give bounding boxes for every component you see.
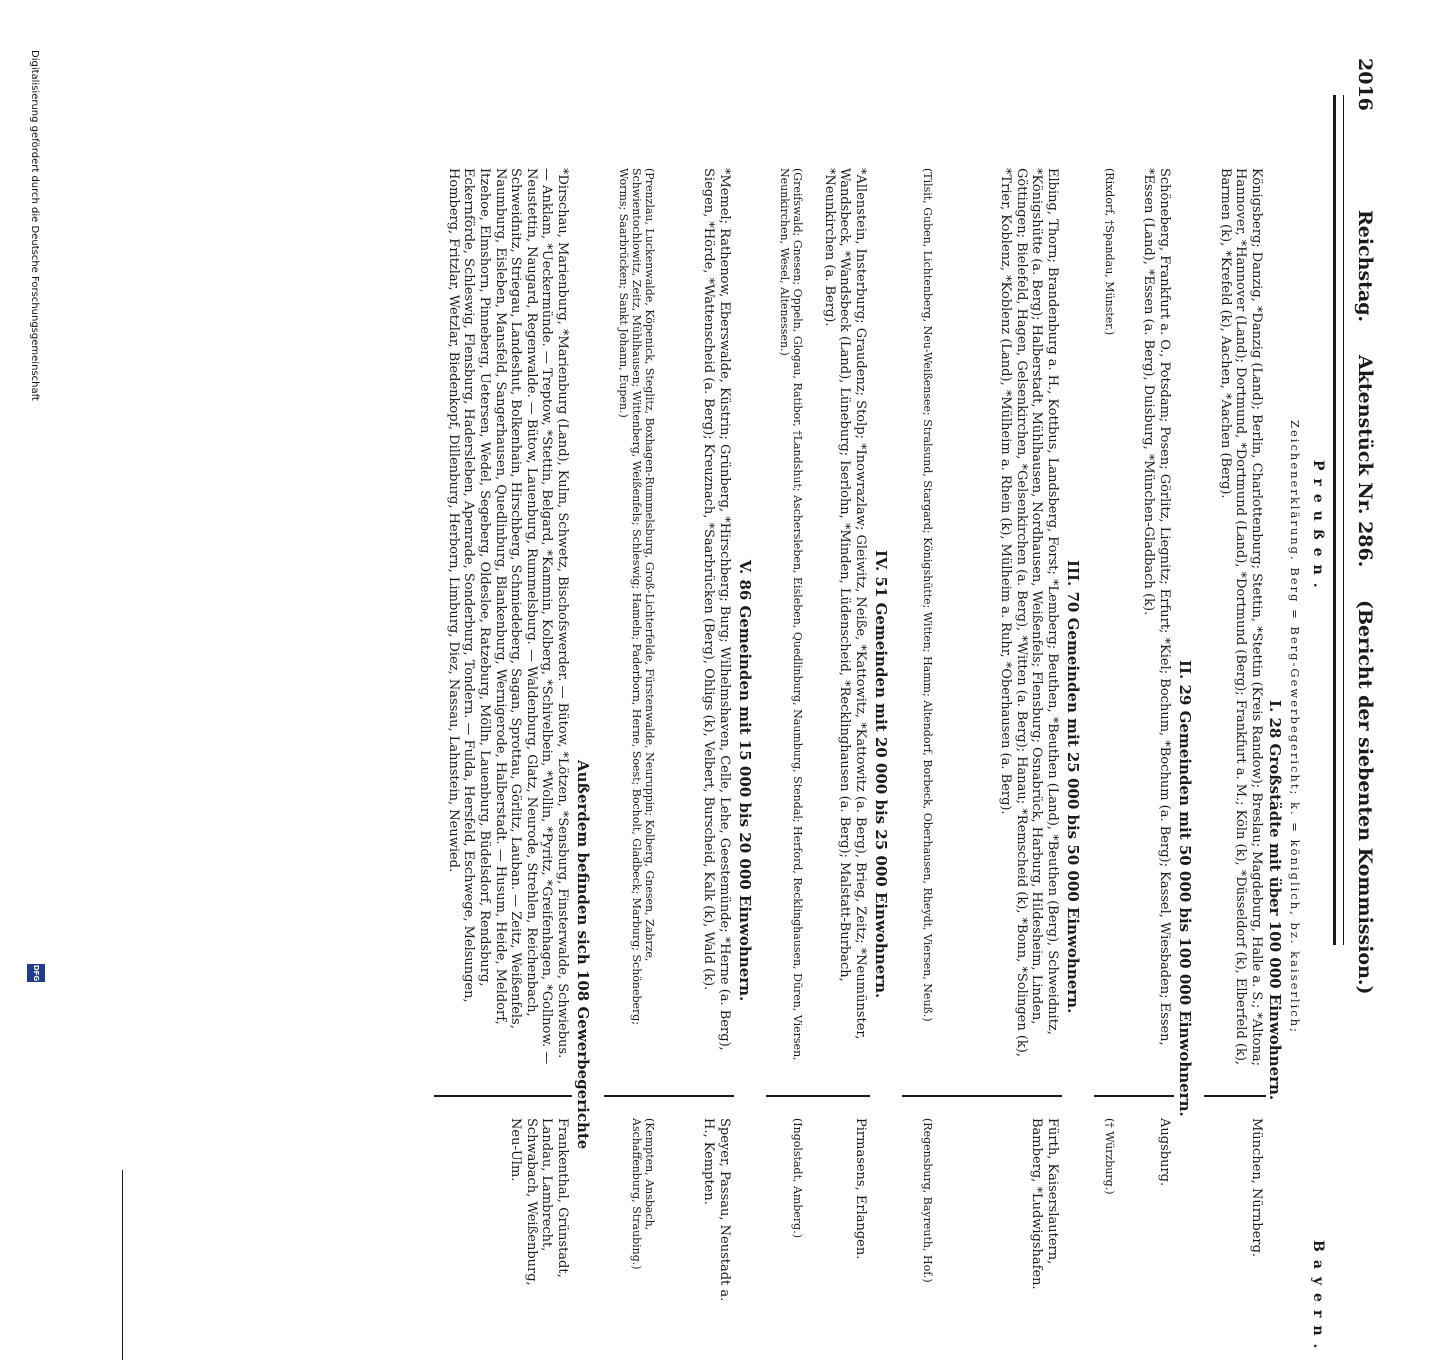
section-prussia-text: *Memel; Rathenow, Eberswalde, Küstrin; Grünberg, *Hirschberg; Burg; Wilhelmshaven, Celle, Lehe, Geestemünde; *Herne (a. Berg), Siegen, *Hörde, *Wattenscheid (a. Berg); Kreuznach, *Saarbrücken (Berg), Ohligs (k), Velbert, Burscheid, Kalk (k), Wald (k). (701, 168, 732, 1051)
section-heading: IV. 51 Gemeinden mit 20 000 bis 25 000 Einwohnern. (872, 550, 890, 999)
section-bavaria-text: Speyer, Passau, Neustadt a. H., Kempten. (701, 1118, 732, 1302)
section-bavaria-note: (Kempten, Ansbach, Aschaffenburg, Straubing.) (630, 1118, 656, 1270)
section-bavaria-note: († Würzburg.) (1103, 1118, 1116, 1195)
section-prussia-text: *Dirschau, Marienburg, *Marienburg (Land), Kulm, Schwetz, Bischofswerder. — Bütow, *Lötzen, *Sensburg, Finsterwalde, Schwiebus. — Anklam, *Ueckermünde. — Treptow, *Stettin, Belgard, *Kammin, Kolberg, *Schivelbein, *Wollin, *Pyritz, *Greifenhagen, *Gollnow. — Neustettin, Naugard, Regenwalde. — Bütow, Lauenburg, Rummelsburg. — Waldenburg, Glatz, Neurode, Strehlen, Reichenbach, Schweidnitz, Striegau, Landeshut, Bolkenhain, Hirschberg, Schmiedeberg, Sagan, Sprottau, Görlitz, Lauban. — Zeitz, Weißenfels, Naumburg, Eisleben, Mansfeld, Sangerhausen, Quedlinburg, Blankenburg, Wernigerode, Halberstadt. — Husum, Heide, Meldorf, Itzehoe, Elmshorn, Pinneberg, Uetersen, Wedel, Segeberg, Oldesloe, Ratzeburg, Mölln, Lauenburg, Büdelsdorf, Rendsburg, Eckernförde, Schleswig, Flensburg, Hadersleben, Apenrade, Sonderburg, Tondern. — Fulda, Hersfeld, Eschwege, Melsungen, Homberg, Fritzlar, Wetzlar, Biedenkopf, Dillenburg, Herborn, Limburg, Diez, Nassau, Lahnstein, Neuwied. (445, 168, 570, 1065)
legend: Zeichenerklärung. Berg = Berg-Gewerbegericht; k. = königlich, bz. kaiserlich; (1288, 420, 1302, 1034)
bavaria-heading: Bayern. (1310, 1240, 1326, 1357)
column-divider (1204, 1095, 1266, 1097)
dfg-logo: DFG (27, 964, 45, 982)
footer-rule (122, 1170, 123, 1360)
section-heading: III. 70 Gemeinden mit 25 000 bis 50 000 Einwohnern. (1064, 560, 1082, 1014)
section-prussia-text: *Allenstein, Insterburg; Graudenz; Stolp; *Inowrazlaw; Gleiwitz, Neiße, *Kattowitz, *Kattowitz (a. Berg), Brieg, Zeitz; *Neumünster, Wandsbeck, *Wandsbeck (Land), Lüneburg; Iserlohn, *Minden, Lüdenscheid, *Recklinghausen (a. Berg); Malstatt-Burbach, *Neunkirchen (a. Berg). (821, 168, 868, 1040)
page-number: 2016 (1354, 58, 1376, 111)
section-prussia-note: (Greifswald; Gnesen; Oppeln, Glogau, Ratibor, †Landshut; Aschersleben, Eisleben, Quedlinburg, Naumburg, Stendal; Herford, Recklinghausen, Düren, Viersen, Neunkirchen, Wesel, Altenessen.) (778, 168, 804, 1061)
header-rule-bottom (1333, 95, 1336, 945)
section-heading: I. 28 Großstädte mit über 100 000 Einwohnern. (1266, 700, 1284, 1101)
section-prussia-text: Elbing, Thorn; Brandenburg a. H., Kottbus, Landsberg, Forst; *Lemberg; Beuthen, *Beuthen (Land), *Beuthen (Berg), Schweidnitz, *Königshütte (a. Berg); Halberstadt, Mühlhausen, Nordhausen, Weißenfels; Flensburg; Osnabrück, Harburg, Hildesheim, Linden, Göttingen; Bielefeld, Hagen, Gelsenkirchen, *Gelsenkirchen (a. Berg), *Witten (a. Berg); Hanau; *Remscheid (k), *Bonn, *Solingen (k), *Trier, Koblenz, *Koblenz (Land), *Mülheim a. Rhein (k), Mülheim a. Ruhr, *Oberhausen (a. Berg). (998, 168, 1060, 1058)
chamber-title: Reichstag. (1354, 210, 1376, 323)
section-heading: II. 29 Gemeinden mit 50 000 bis 100 000 Einwohnern. (1176, 660, 1194, 1117)
column-divider (902, 1095, 1062, 1097)
header-rule-top (1343, 95, 1344, 945)
column-divider (604, 1095, 734, 1097)
column-divider (1094, 1095, 1174, 1097)
section-bavaria-text: Augsburg. (1157, 1118, 1172, 1187)
section-prussia-note: (Tilsit, Guben, Lichtenberg, Neu-Weißensee; Stralsund, Stargard; Königshütte; Witten; Hamm; Altendorf, Borbeck, Oberhausen, Rheydt, Viersen, Neuß.) (921, 168, 934, 1022)
section-bavaria-note: (Ingolstadt, Amberg.) (791, 1118, 804, 1238)
section-bavaria-text: Fürth, Kaiserslautern, Bamberg, *Ludwigshafen. (1029, 1118, 1060, 1290)
section-bavaria-note: (Regensburg, Bayreuth, Hof.) (921, 1118, 934, 1283)
section-heading: Außerdem befinden sich 108 Gewerbegerichte (574, 760, 592, 1150)
document-title: Aktenstück Nr. 286. (1354, 355, 1376, 568)
section-bavaria-text: München, Nürnberg. (1249, 1118, 1264, 1258)
prussia-heading: Preußen. (1310, 460, 1326, 596)
section-prussia-note: (Prenzlau, Luckenwalde, Köpenick, Steglitz, Boxhagen-Rummelsburg, Groß-Lichterfelde, Fürstenwalde, Neuruppin; Kolberg, Gnesen, Zabrze, Schwientochlowitz, Zeitz, Mühlhausen; Wittenberg, Weißenfels; Schleswig; Hameln; Paderborn, Herne, Soest; Bocholt, Gladbeck; Marburg; Schöneberg; Worms; Saarbrücken; Sankt Johann, Eupen.) (617, 168, 656, 1026)
section-bavaria-text: Pirmasens, Erlangen. (853, 1118, 868, 1260)
section-heading: V. 86 Gemeinden mit 15 000 bis 20 000 Einwohnern. (736, 560, 754, 1002)
column-divider (766, 1095, 870, 1097)
section-prussia-text: Königsberg; Danzig, *Danzig (Land); Berlin, Charlottenburg; Stettin, *Stettin (Kreis Randow); Breslau; Magdeburg, Halle a. S.; *Altona; Hannover, *Hannover (Land); Dortmund, *Dortmund (Land), *Dortmund (Berg); Frankfurt a. M.; Köln (k), *Düsseldorf (k), Elberfeld (k), Barmen (k), *Krefeld (k), Aachen, *Aachen (Berg). (1217, 168, 1264, 1067)
section-prussia-text: Schöneberg, Frankfurt a. O., Potsdam; Posen; Görlitz, Liegnitz; Erfurt; *Kiel; Bochum, *Bochum (a. Berg); Kassel, Wiesbaden; Essen, *Essen (Land), *Essen (a. Berg), Duisburg, *München-Gladbach (k). (1141, 168, 1172, 1046)
column-divider (434, 1095, 572, 1097)
document-subtitle: (Bericht der siebenten Kommission.) (1354, 600, 1376, 995)
section-bavaria-text: Frankenthal, Grünstadt, Landau, Lambrecht, Schwabach, Weißenburg, Neu-Ulm. (508, 1118, 570, 1286)
section-prussia-note: (Rixdorf, †Spandau, Münster.) (1103, 168, 1116, 336)
digitization-credit: Digitalisierung gefördert durch die Deutsche Forschungsgemeinschaft (29, 50, 40, 401)
